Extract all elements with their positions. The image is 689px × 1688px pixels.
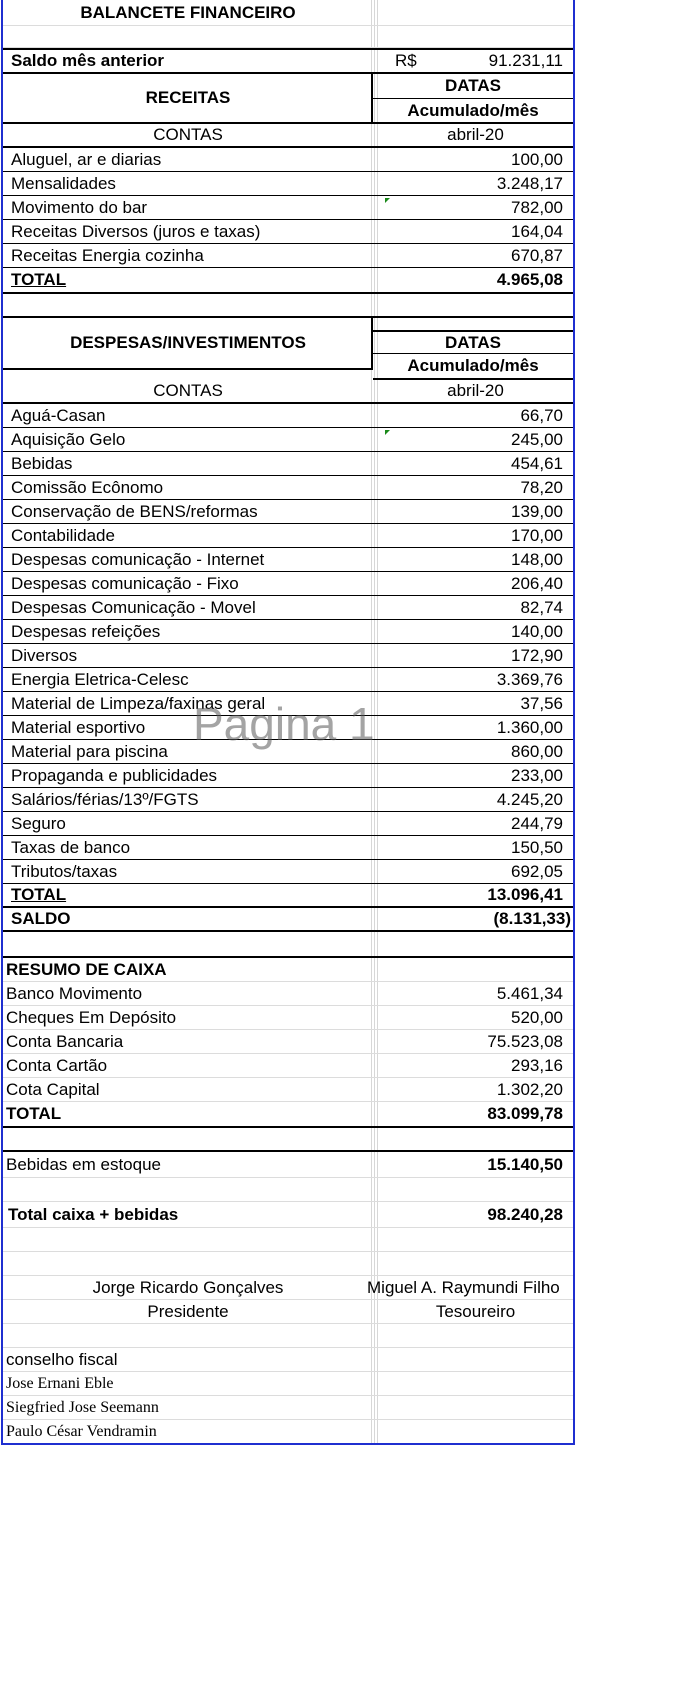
- despesa-item-row: [3, 812, 573, 836]
- despesa-item-value: 244,79: [511, 813, 563, 833]
- despesas-acumulado-label: Acumulado/mês: [407, 356, 539, 375]
- resumo-total-value: 83.099,78: [487, 1104, 563, 1123]
- receita-item-row: [3, 196, 573, 220]
- despesa-item-label: Propaganda e publicidades: [11, 765, 218, 785]
- total-caixa-bebidas-value: 98.240,28: [487, 1204, 563, 1224]
- despesa-item-row: [3, 524, 573, 548]
- despesa-item-value: 692,05: [511, 861, 563, 881]
- conselho-member: Siegfried Jose Seemann: [6, 1398, 159, 1416]
- despesas-datas-label: DATAS: [444, 332, 502, 352]
- receita-item-label: Movimento do bar: [11, 197, 148, 217]
- despesa-item-label: Material de Limpeza/faxinas geral: [11, 693, 266, 713]
- despesa-item-label: Energia Eletrica-Celesc: [11, 669, 189, 689]
- saldo-anterior-currency: R$: [395, 51, 417, 70]
- receitas-contas-label: CONTAS: [153, 125, 223, 144]
- blank-row: [3, 1178, 573, 1202]
- despesa-item-label: Tributos/taxas: [11, 861, 118, 881]
- despesas-acumulado-cell: [373, 354, 573, 380]
- signature-roles-row: [3, 1300, 573, 1324]
- despesa-item-row: [3, 500, 573, 524]
- despesa-item-value: 233,00: [511, 765, 563, 785]
- saldo-anterior-value: 91.231,11: [488, 51, 563, 70]
- resumo-item-row: [3, 1006, 573, 1030]
- receitas-heading: RECEITAS: [145, 88, 231, 107]
- despesa-item-row: [3, 476, 573, 500]
- despesa-item-label: Despesas comunicação - Internet: [11, 549, 265, 569]
- despesa-item-value: 454,61: [511, 453, 563, 473]
- despesa-item-value: 66,70: [520, 405, 563, 425]
- bebidas-estoque-label: Bebidas em estoque: [6, 1154, 161, 1174]
- comment-marker-icon[interactable]: [385, 430, 390, 435]
- despesa-item-row: [3, 644, 573, 668]
- receita-item-value: 782,00: [511, 197, 563, 217]
- resumo-item-value: 5.461,34: [496, 983, 563, 1003]
- blank-row: [3, 1324, 573, 1348]
- receitas-acumulado-label: Acumulado/mês: [407, 100, 539, 120]
- despesa-item-row: [3, 860, 573, 884]
- receitas-period: abril-20: [447, 125, 504, 144]
- receitas-datas-label: DATAS: [444, 76, 502, 95]
- receita-item-value: 164,04: [511, 221, 563, 241]
- despesa-item-row: [3, 428, 573, 452]
- receitas-contas-row: [3, 124, 573, 148]
- despesa-item-value: 860,00: [511, 741, 563, 761]
- despesa-item-label: Material esportivo: [11, 717, 146, 737]
- resumo-item-row: [3, 1030, 573, 1054]
- despesa-item-label: Contabilidade: [11, 525, 115, 545]
- comment-marker-icon[interactable]: [385, 198, 390, 203]
- receitas-acumulado-cell: [373, 99, 573, 124]
- resumo-item-row: [3, 982, 573, 1006]
- blank-row: [3, 1128, 573, 1152]
- despesa-item-value: 245,00: [511, 429, 563, 449]
- despesa-item-label: Despesas Comunicação - Movel: [11, 597, 256, 617]
- despesas-total-value: 13.096,41: [487, 885, 563, 904]
- blank-row: [3, 1228, 573, 1252]
- saldo-anterior-row: [3, 48, 573, 74]
- resumo-item-value: 1.302,20: [496, 1079, 563, 1099]
- resumo-heading: RESUMO DE CAIXA: [6, 959, 167, 979]
- conselho-member-row: [3, 1396, 573, 1420]
- saldo-anterior-label: Saldo mês anterior: [11, 51, 165, 70]
- balance-sheet: [1, 0, 575, 1445]
- despesa-item-label: Comissão Ecônomo: [11, 477, 164, 497]
- conselho-member: Jose Ernani Eble: [6, 1374, 114, 1392]
- despesa-item-row: [3, 572, 573, 596]
- despesa-item-label: Conservação de BENS/reformas: [11, 501, 258, 521]
- despesas-total-row: [3, 884, 573, 908]
- receita-item-label: Receitas Diversos (juros e taxas): [11, 221, 261, 241]
- despesa-item-value: 1.360,00: [496, 717, 563, 737]
- receita-item-row: [3, 220, 573, 244]
- despesa-item-row: [3, 716, 573, 740]
- despesa-item-label: Aguá-Casan: [11, 405, 106, 425]
- blank-row: [3, 932, 573, 958]
- bebidas-estoque-row: [3, 1152, 573, 1178]
- conselho-member-row: [3, 1372, 573, 1396]
- despesa-item-row: [3, 692, 573, 716]
- despesas-contas-label: CONTAS: [153, 381, 223, 400]
- total-caixa-bebidas-row: [3, 1202, 573, 1228]
- resumo-total-label: TOTAL: [6, 1104, 62, 1123]
- receita-item-label: Mensalidades: [11, 173, 116, 193]
- total-caixa-bebidas-label: Total caixa + bebidas: [8, 1204, 179, 1224]
- receitas-total-value: 4.965,08: [496, 270, 563, 289]
- receita-item-row: [3, 172, 573, 196]
- resumo-heading-row: [3, 958, 573, 982]
- conselho-member: Paulo César Vendramin: [6, 1422, 157, 1440]
- despesa-item-row: [3, 836, 573, 860]
- receitas-header: [3, 74, 373, 124]
- receita-item-value: 100,00: [511, 149, 563, 169]
- receita-item-value: 670,87: [511, 245, 563, 265]
- resumo-total-row: [3, 1102, 573, 1128]
- despesa-item-label: Despesas refeições: [11, 621, 161, 641]
- despesa-item-row: [3, 452, 573, 476]
- despesa-item-label: Aquisição Gelo: [11, 429, 126, 449]
- despesas-header: [3, 318, 373, 370]
- despesas-heading: DESPESAS/INVESTIMENTOS: [70, 333, 306, 352]
- conselho-heading-row: [3, 1348, 573, 1372]
- despesa-item-value: 206,40: [511, 573, 563, 593]
- receita-item-value: 3.248,17: [496, 173, 563, 193]
- despesa-item-value: 150,50: [511, 837, 563, 857]
- despesa-item-label: Bebidas: [11, 453, 73, 473]
- despesa-item-value: 140,00: [511, 621, 563, 641]
- sheet-title: BALANCETE FINANCEIRO: [80, 2, 296, 22]
- despesas-period: abril-20: [447, 381, 504, 400]
- receitas-datas-cell: [373, 74, 573, 99]
- resumo-item-value: 293,16: [511, 1055, 563, 1075]
- blank-row: [3, 1252, 573, 1276]
- despesa-item-label: Material para piscina: [11, 741, 168, 761]
- despesa-item-row: [3, 668, 573, 692]
- despesa-item-row: [3, 596, 573, 620]
- resumo-item-label: Cheques Em Depósito: [6, 1007, 177, 1027]
- resumo-item-label: Banco Movimento: [6, 983, 143, 1003]
- despesa-item-value: 82,74: [520, 597, 563, 617]
- despesa-item-row: [3, 548, 573, 572]
- despesa-item-label: Diversos: [11, 645, 78, 665]
- resumo-item-label: Cota Capital: [6, 1079, 100, 1099]
- despesa-item-value: 3.369,76: [496, 669, 563, 689]
- receita-item-row: [3, 148, 573, 172]
- resumo-item-value: 75.523,08: [487, 1031, 563, 1051]
- despesas-total-label: TOTAL: [11, 885, 67, 904]
- resumo-item-row: [3, 1078, 573, 1102]
- despesa-item-label: Seguro: [11, 813, 66, 833]
- despesa-item-value: 148,00: [511, 549, 563, 569]
- president-role: Presidente: [147, 1301, 229, 1321]
- resumo-item-label: Conta Bancaria: [6, 1031, 124, 1051]
- page-watermark: Pagina 1: [193, 698, 375, 750]
- conselho-heading: conselho fiscal: [6, 1349, 118, 1369]
- bebidas-estoque-value: 15.140,50: [487, 1154, 563, 1174]
- title-row: [3, 0, 573, 26]
- despesa-item-label: Salários/férias/13º/FGTS: [11, 789, 199, 809]
- despesa-item-label: Taxas de banco: [11, 837, 131, 857]
- treasurer-role: Tesoureiro: [435, 1301, 516, 1321]
- blank-row: [3, 294, 573, 318]
- despesa-item-row: [3, 740, 573, 764]
- despesas-saldo-row: [3, 908, 573, 932]
- receitas-total-row: [3, 268, 573, 294]
- despesa-item-label: Despesas comunicação - Fixo: [11, 573, 239, 593]
- despesa-item-value: 78,20: [520, 477, 563, 497]
- despesa-item-row: [3, 404, 573, 428]
- receita-item-label: Receitas Energia cozinha: [11, 245, 204, 265]
- receitas-total-label: TOTAL: [11, 270, 67, 289]
- blank-row: [3, 26, 573, 48]
- despesa-item-value: 170,00: [511, 525, 563, 545]
- despesa-item-value: 139,00: [511, 501, 563, 521]
- despesa-item-value: 172,90: [511, 645, 563, 665]
- resumo-item-label: Conta Cartão: [6, 1055, 108, 1075]
- resumo-item-value: 520,00: [511, 1007, 563, 1027]
- resumo-item-row: [3, 1054, 573, 1078]
- despesa-item-value: 37,56: [520, 693, 563, 713]
- conselho-member-row: [3, 1420, 573, 1443]
- president-name: Jorge Ricardo Gonçalves: [92, 1277, 284, 1297]
- receita-item-row: [3, 244, 573, 268]
- despesas-saldo-value: (8.131,33): [493, 909, 571, 928]
- despesa-item-row: [3, 764, 573, 788]
- despesas-saldo-label: SALDO: [11, 909, 71, 928]
- receita-item-label: Aluguel, ar e diarias: [11, 149, 162, 169]
- signature-names-row: [3, 1276, 573, 1300]
- despesa-item-row: [3, 620, 573, 644]
- despesas-contas-row: [3, 380, 573, 404]
- despesas-datas-cell: [373, 330, 573, 354]
- despesa-item-row: [3, 788, 573, 812]
- treasurer-name: Miguel A. Raymundi Filho: [367, 1277, 560, 1297]
- despesa-item-value: 4.245,20: [496, 789, 563, 809]
